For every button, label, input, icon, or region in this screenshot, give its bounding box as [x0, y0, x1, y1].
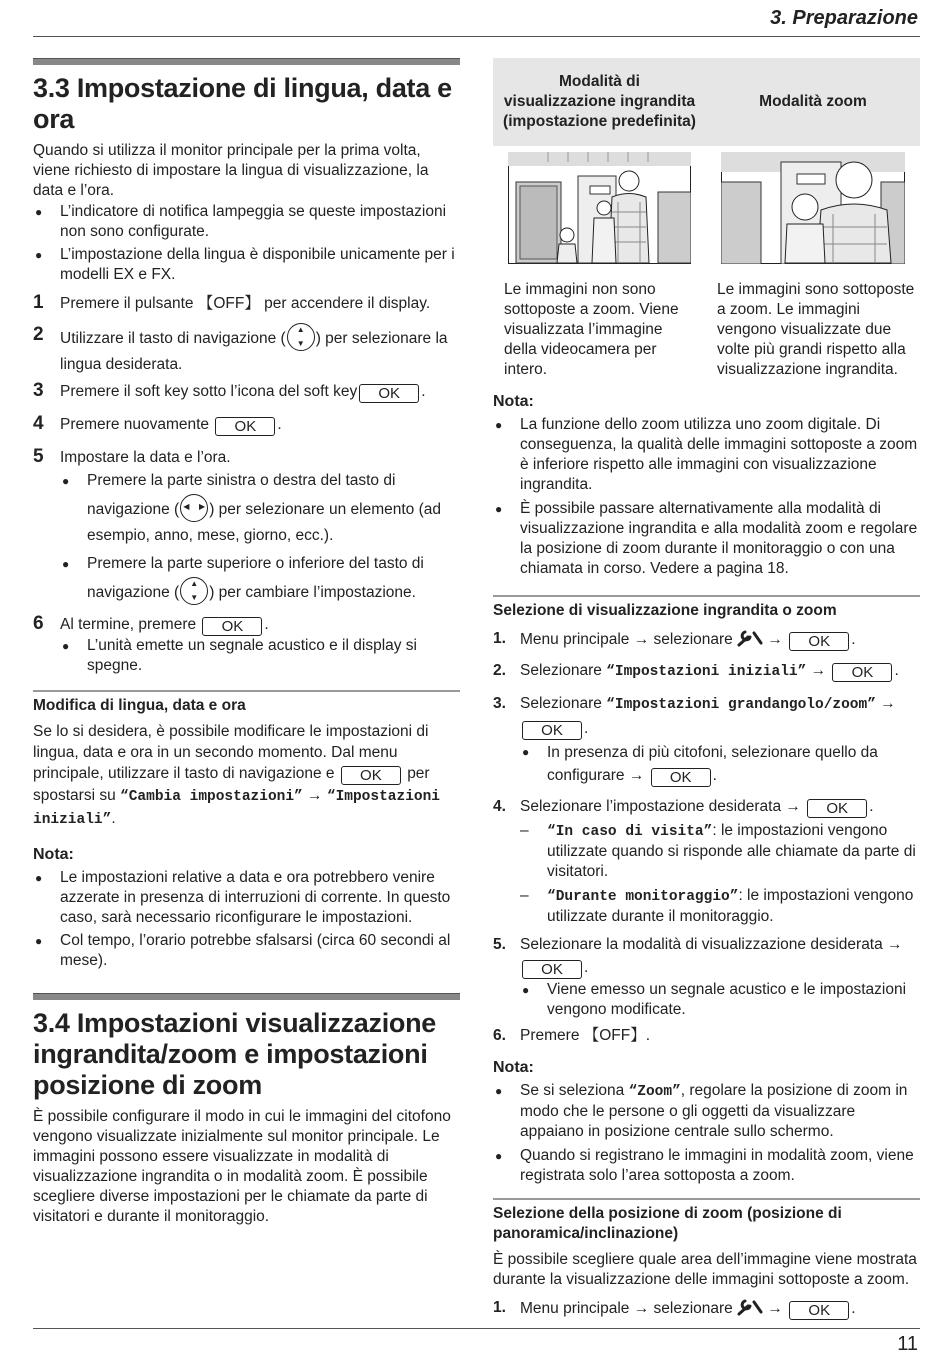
sel-step-3: 3. Selezionare “Impostazioni grandangolo/zoom” → OK .: [493, 695, 896, 739]
sel-step-2: 2. Selezionare “Impostazioni iniziali” → OK .: [493, 662, 899, 681]
sel-step-1: 1. Menu principale → selezionare → OK .: [493, 630, 856, 650]
nav-up-down-icon: [180, 577, 208, 605]
note-title: Nota:: [493, 393, 534, 410]
sec33-note-2: ● Col tempo, l’orario potrebbe sfalsarsi (circa 60 secondi al mese).: [33, 931, 460, 971]
ok-softkey: OK: [807, 799, 867, 818]
wide-view-image: [508, 152, 691, 264]
section-3-3-title: 3.3 Impostazione di lingua, data e ora: [33, 73, 452, 134]
sec33-intro: Quando si utilizza il monitor principale per la prima volta, viene richiesto di impostare la lingua di visualizzazione, la data e l’ora.: [33, 142, 429, 199]
off-key: 【OFF】: [197, 295, 260, 312]
ok-softkey: OK: [341, 766, 401, 785]
ok-softkey: OK: [359, 384, 419, 403]
step-5: 5 Impostare la data e l’ora.: [33, 446, 231, 467]
col-zoom-off-head: Modalità di visualizzazione ingrandita (impostazione predefinita): [503, 73, 696, 130]
note-title: Nota:: [33, 846, 74, 863]
step-1: 1 Premere il pulsante 【OFF】 per accendere il display.: [33, 292, 431, 313]
settings-wrench-icon: [737, 1298, 763, 1316]
col-zoom-off-desc: Le immagini non sono sottoposte a zoom. Viene visualizzata l’immagine della videocamera per intero.: [504, 281, 679, 378]
ok-softkey: OK: [215, 417, 275, 436]
zoom-position-title: Selezione della posizione di zoom (posizione di panoramica/inclinazione): [493, 1205, 842, 1242]
right-note2-2: ● Quando si registrano le immagini in modalità zoom, viene registrata solo l’area sottoposta a zoom.: [493, 1146, 920, 1186]
footer-rule: [33, 1328, 920, 1329]
sel-step-4-option-monitor: – “Durante monitoraggio”: le impostazioni vengono utilizzate durante il monitoraggio.: [493, 886, 920, 927]
sel-step-5-bullet: ● Viene emesso un segnale acustico e le impostazioni vengono modificate.: [493, 980, 920, 1020]
subsection-rule: [33, 690, 460, 692]
ok-softkey: OK: [202, 617, 262, 636]
sel-step-6: 6. Premere 【OFF】.: [493, 1027, 651, 1044]
ok-softkey: OK: [522, 721, 582, 740]
pos-step-1: 1. Menu principale → selezionare → OK .: [493, 1299, 856, 1319]
section-3-4-title: 3.4 Impostazioni visualizzazione ingrandita/zoom e impostazioni posizione di zoom: [33, 1008, 437, 1100]
subsection-rule: [493, 595, 920, 597]
zoom-view-image: [721, 152, 905, 264]
note-title: Nota:: [493, 1059, 534, 1076]
zoom-position-intro: È possibile scegliere quale area dell’immagine viene mostrata durante la visualizzazione delle immagini sottoposte a zoom.: [493, 1251, 917, 1288]
sec34-intro: È possibile configurare il modo in cui le immagini del citofono vengono visualizzate inizialmente sul monitor principale. Le immagini possono essere visualizzate in modalità di visualizzazione ingrandita o in modalità zoom. È possibile scegliere diverse impostazioni per le chiamate da parte di visitatori e durante il monitoraggio.: [33, 1108, 451, 1225]
subsection-rule: [493, 1198, 920, 1200]
sel-step-3-bullet: ● In presenza di più citofoni, selezionare quello da configurare → OK .: [493, 741, 920, 787]
off-key: 【OFF】: [583, 1027, 646, 1044]
nav-up-down-icon: [287, 323, 315, 351]
sec33-bullet-2: ● L’impostazione della lingua è disponibile unicamente per i modelli EX e FX.: [33, 245, 460, 285]
sec33-bullet-1: ● L’indicatore di notifica lampeggia se queste impostazioni non sono configurate.: [33, 202, 460, 242]
section-bar: [33, 58, 460, 65]
selection-title: Selezione di visualizzazione ingrandita o zoom: [493, 602, 837, 619]
settings-wrench-icon: [737, 629, 763, 647]
step-2: 2 Utilizzare il tasto di navigazione (▲ ▼ ) per selezionare la lingua desiderata.: [33, 323, 460, 378]
right-note-1: ● La funzione dello zoom utilizza uno zoom digitale. Di conseguenza, la qualità delle immagini sottoposte a zoom è inferiore rispetto alle immagini con visualizzazione ingrandita.: [493, 415, 920, 495]
ok-softkey: OK: [522, 960, 582, 979]
right-note2-1: ● Se si seleziona “Zoom”, regolare la posizione di zoom in modo che le persone o gli oggetti da visualizzare appaiano in posizione centrale sullo schermo.: [493, 1081, 920, 1142]
step-5-bullet-2: ● Premere la parte superiore o inferiore del tasto di navigazione (▲ ▼ ) per cambiare l’impostazione.: [33, 551, 460, 606]
ok-softkey: OK: [651, 768, 711, 787]
sec33-note-1: ● Le impostazioni relative a data e ora potrebbero venire azzerate in presenza di interruzioni di corrente. In questo caso, sarà necessario riconfigurare le impostazioni.: [33, 868, 460, 928]
col-zoom-head: Modalità zoom: [759, 93, 867, 110]
modify-title: Modifica di lingua, data e ora: [33, 697, 246, 714]
step-6-bullet-1: ● L’unità emette un segnale acustico e il display si spegne.: [33, 636, 460, 676]
step-6: 6 Al termine, premere OK .: [33, 613, 269, 635]
mode-table-header: [493, 58, 920, 146]
section-bar: [33, 993, 460, 1000]
ok-softkey: OK: [789, 1301, 849, 1320]
right-column: [493, 58, 920, 1320]
chapter-title: 3. Preparazione: [770, 7, 918, 29]
page-number: 11: [897, 1333, 918, 1355]
modify-text: Se lo si desidera, è possibile modificare le impostazioni di lingua, data e ora in un secondo momento. Dal menu principale, utilizzare il tasto di navigazione e OK per spostarsi su “Cambia impostazioni” → “Impostazioni iniziali”.: [33, 723, 440, 828]
left-column: [33, 58, 460, 1227]
step-4: 4 Premere nuovamente OK .: [33, 413, 282, 435]
nav-left-right-icon: [180, 494, 208, 522]
sel-step-5: 5. Selezionare la modalità di visualizzazione desiderata → OK .: [493, 936, 903, 978]
sel-step-4-option-visit: – “In caso di visita”: le impostazioni vengono utilizzate quando si risponde alle chiamate da parte di visitatori.: [493, 821, 920, 882]
ok-softkey: OK: [832, 663, 892, 682]
right-note-2: ● È possibile passare alternativamente alla modalità di visualizzazione ingrandita e alla modalità zoom e regolare la posizione di zoom durante il monitoraggio o con una chiamata in corso. Vedere a pagina 18.: [493, 499, 920, 579]
ok-softkey: OK: [789, 632, 849, 651]
col-zoom-desc: Le immagini sono sottoposte a zoom. Le immagini vengono visualizzate due volte più grandi rispetto alla visualizzazione ingrandita.: [717, 281, 915, 378]
header-rule: [33, 36, 920, 37]
step-3: 3 Premere il soft key sotto l’icona del soft key OK .: [33, 380, 426, 402]
step-5-bullet-1: ● Premere la parte sinistra o destra del tasto di navigazione (◀ ▶ ) per selezionare un elemento (ad esempio, anno, mese, giorno, ecc.).: [33, 468, 460, 549]
sel-step-4: 4. Selezionare l’impostazione desiderata → OK .: [493, 798, 874, 817]
